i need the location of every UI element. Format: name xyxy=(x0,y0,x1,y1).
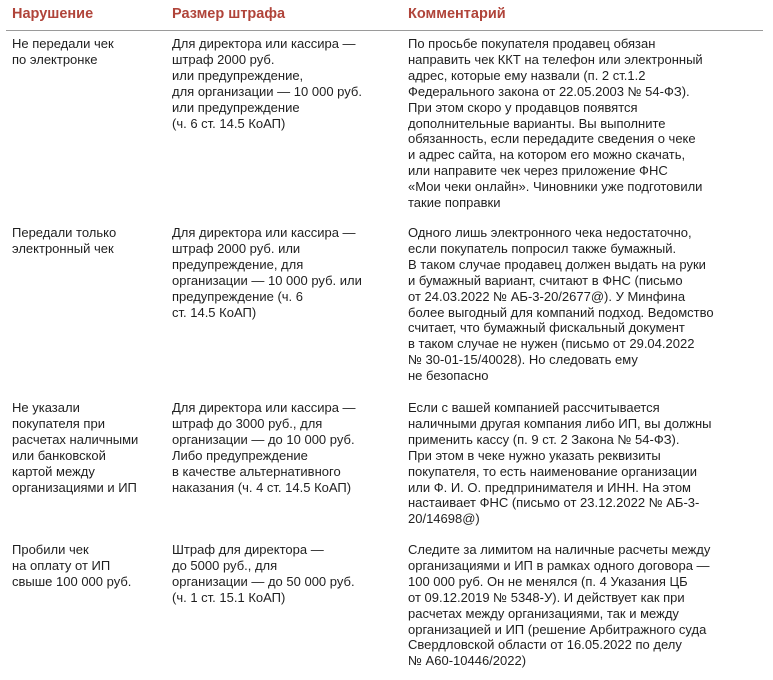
row-2-fine: Для директора или кассира — штраф 2000 руб. или предупреждение, для организации — 10 000 руб. или предупреждение (ч. 6 ст. 14.5 КоАП) xyxy=(172,225,362,320)
row-4-comment: Следите за лимитом на наличные расчеты между организациями и ИП в рамках одного договора — 100 000 руб. Он не менялся (п. 4 Указания ЦБ от 09.12.2019 № 5348-У). И действует как при расчетах между организациями, так и между организацией и ИП (решение Арбитражного суда Свердловской области от 16.05.2022 по делу № А60-10446/2022) xyxy=(408,542,711,669)
row-2-comment: Одного лишь электронного чека недостаточно, если покупатель попросил также бумажный. В таком случае продавец должен выдать на руки и бумажный вариант, считают в ФНС (письмо от 24.03.2022 № АБ-3-20/2677@). У Минфина более выгодный для компаний подход. Ведомство считает, что бумажный фискальный документ в таком случае не нужен (письмо от 29.04.2022 № 30-01-15/40028). Но следовать ему не безопасно xyxy=(408,225,714,384)
row-1-comment: По просьбе покупателя продавец обязан направить чек ККТ на телефон или электронный адрес, которые ему назвали (п. 2 ст.1.2 Федерального закона от 22.05.2003 № 54-ФЗ). При этом скоро у продавцов появятся дополнительные варианты. Вы выполните обязанность, если передадите сведения о чеке и адрес сайта, на котором его можно скачать, или направите чек через приложение ФНС «Мои чеки онлайн». Чиновники уже подготовили такие поправки xyxy=(408,36,703,211)
row-1-fine: Для директора или кассира — штраф 2000 руб. или предупреждение, для организации — 10 000 руб. или предупреждение (ч. 6 ст. 14.5 КоАП) xyxy=(172,36,362,131)
header-divider xyxy=(6,30,763,31)
row-4-fine: Штраф для директора — до 5000 руб., для организации — до 50 000 руб. (ч. 1 ст. 15.1 КоАП) xyxy=(172,542,355,605)
row-3-violation: Не указали покупателя при расчетах наличными или банковской картой между организациями и ИП xyxy=(12,400,139,495)
row-3-comment: Если с вашей компанией рассчитывается наличными другая компания либо ИП, вы должны применить кассу (п. 9 ст. 2 Закона № 54-ФЗ). При этом в чеке нужно указать реквизиты покупателя, то есть наименование организации или Ф. И. О. предпринимателя и ИНН. На этом настаивает ФНС (письмо от 23.12.2022 № АБ-3- 20/14698@) xyxy=(408,400,712,527)
row-2-violation: Передали только электронный чек xyxy=(12,225,117,256)
row-3-fine: Для директора или кассира — штраф до 3000 руб., для организации — до 10 000 руб. Либо предупреждение в качестве альтернативного наказания (ч. 4 ст. 14.5 КоАП) xyxy=(172,400,356,495)
row-1-violation: Не передали чек по электронке xyxy=(12,36,114,67)
header-comment: Комментарий xyxy=(408,6,506,22)
header-fine: Размер штрафа xyxy=(172,6,286,22)
header-violation: Нарушение xyxy=(12,6,94,22)
row-4-violation: Пробили чек на оплату от ИП свыше 100 000 руб. xyxy=(12,542,132,589)
